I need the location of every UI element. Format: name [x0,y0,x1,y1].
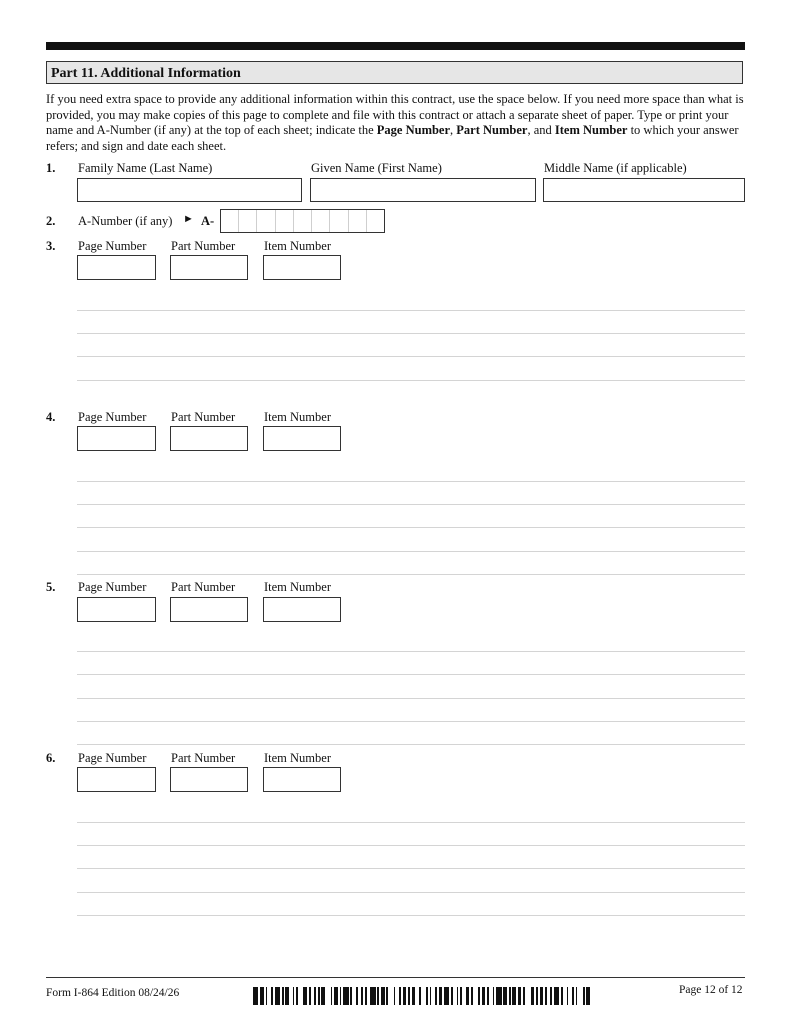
middle-name-label: Middle Name (if applicable) [544,161,687,175]
item-number-field[interactable] [263,767,341,792]
part-number-field[interactable] [170,597,248,622]
part-title: Part 11. Additional Information [46,61,743,84]
a-number-field[interactable] [220,209,385,233]
answer-line[interactable] [77,380,745,381]
answer-line[interactable] [77,868,745,869]
part-number-label: Part Number [171,751,236,765]
page-number-field[interactable] [77,255,156,280]
answer-line[interactable] [77,744,745,745]
item-number-6: 6. [46,751,56,765]
answer-line[interactable] [77,892,745,893]
answer-line[interactable] [77,310,745,311]
middle-name-field[interactable] [543,178,745,202]
family-name-label: Family Name (Last Name) [78,161,213,175]
item-number-field[interactable] [263,426,341,451]
a-number-digit [367,210,384,232]
a-number-prefix: A- [201,214,215,228]
given-name-field[interactable] [310,178,536,202]
item-number-3: 3. [46,239,56,253]
a-number-digit [257,210,275,232]
answer-line[interactable] [77,651,745,652]
page-number-field[interactable] [77,597,156,622]
page-number-field[interactable] [77,767,156,792]
answer-line[interactable] [77,721,745,722]
answer-line[interactable] [77,698,745,699]
page-number-label: Page Number [78,751,147,765]
page-number-label: Page Number [78,580,147,594]
part-number-label: Part Number [171,580,236,594]
answer-line[interactable] [77,527,745,528]
a-number-label: A-Number (if any) [78,214,173,228]
item-number-label: Item Number [264,751,331,765]
part-number-field[interactable] [170,767,248,792]
item-number-5: 5. [46,580,56,594]
item-number-2: 2. [46,214,56,228]
top-rule [46,42,745,50]
item-number-1: 1. [46,161,56,175]
part-number-label: Part Number [171,410,236,424]
answer-line[interactable] [77,504,745,505]
answer-line[interactable] [77,822,745,823]
page-number-label: Page Number [78,410,147,424]
barcode-icon [253,987,593,1005]
part-number-label: Part Number [171,239,236,253]
item-number-field[interactable] [263,597,341,622]
form-edition: Form I-864 Edition 08/24/26 [46,987,180,999]
given-name-label: Given Name (First Name) [311,161,442,175]
answer-line[interactable] [77,481,745,482]
instructions-paragraph: If you need extra space to provide any additional information within this contract, use the space below. If you need more space than what is provided, you may make copies of this page to complete and file with this contract or attach a separate sheet of paper. Type or print your name and A-Number (if any) at the top of each sheet; indicate the Page Number, Part Number, and Item Number to which your answer refers; and sign and date each sheet. [46,92,744,153]
page-number-label: Page Number [78,239,147,253]
answer-line[interactable] [77,915,745,916]
answer-line[interactable] [77,845,745,846]
arrow-right-icon: ► [183,213,194,225]
answer-line[interactable] [77,356,745,357]
footer-rule [46,977,745,978]
item-number-4: 4. [46,410,56,424]
a-number-digit [330,210,348,232]
a-number-digit [276,210,294,232]
page-number-field[interactable] [77,426,156,451]
answer-line[interactable] [77,574,745,575]
part-number-field[interactable] [170,426,248,451]
item-number-label: Item Number [264,580,331,594]
a-number-digit [349,210,367,232]
item-number-field[interactable] [263,255,341,280]
a-number-digit [239,210,257,232]
answer-line[interactable] [77,551,745,552]
page-indicator: Page 12 of 12 [679,984,743,996]
item-number-label: Item Number [264,410,331,424]
item-number-label: Item Number [264,239,331,253]
a-number-digit [221,210,239,232]
a-number-digit [312,210,330,232]
a-number-digit [294,210,312,232]
answer-line[interactable] [77,333,745,334]
part-number-field[interactable] [170,255,248,280]
answer-line[interactable] [77,674,745,675]
family-name-field[interactable] [77,178,302,202]
